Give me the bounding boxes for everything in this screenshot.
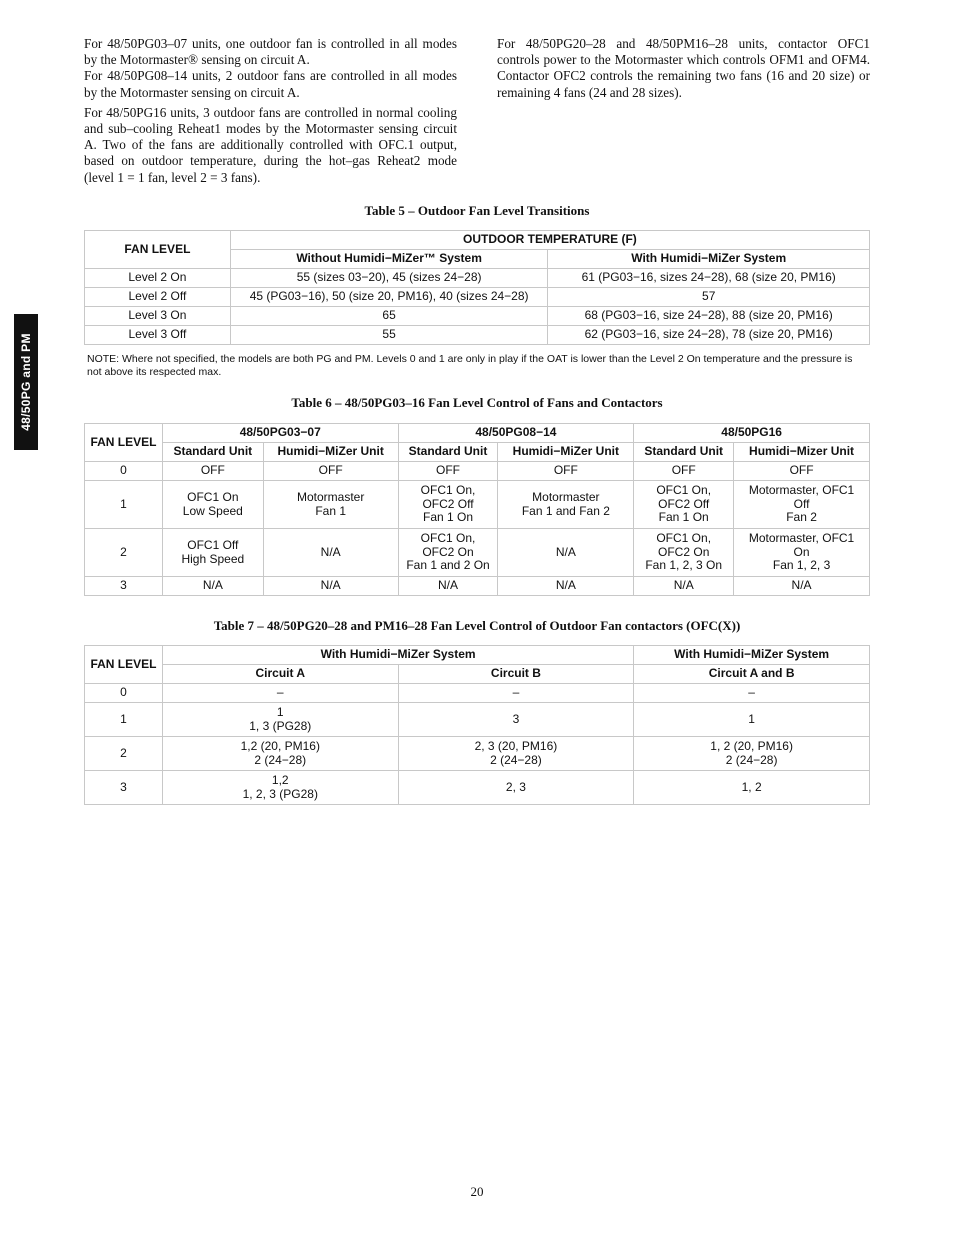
table7-group-humidimizer-1: With Humidi−MiZer System (162, 646, 633, 665)
table6-group-pg03-07: 48/50PG03−07 (162, 424, 398, 443)
table6-subheader: Standard Unit (398, 443, 498, 462)
table-row (85, 269, 870, 288)
table6-fan-level-control (84, 423, 870, 596)
table5-header-with: With Humidi−MiZer System (548, 250, 870, 269)
table-cell: OFC1 Off High Speed (162, 529, 263, 577)
table-cell: – (398, 684, 634, 703)
table-cell: 1 (634, 703, 870, 737)
table-cell: Motormaster, OFC1 Off Fan 2 (734, 481, 870, 529)
side-tab-label: 48/50PG and PM (19, 333, 34, 431)
table-row (85, 307, 870, 326)
table-cell: OFF (734, 462, 870, 481)
table-cell: OFF (162, 462, 263, 481)
table-row (85, 529, 870, 577)
table6-subheader: Standard Unit (162, 443, 263, 462)
table-cell: 57 (548, 288, 870, 307)
table-cell: 2 (85, 529, 163, 577)
table-cell: N/A (498, 529, 634, 577)
table-cell: 0 (85, 462, 163, 481)
table-row (85, 288, 870, 307)
table-cell: 62 (PG03−16, size 24−28), 78 (size 20, PM16) (548, 326, 870, 345)
table-cell: – (162, 684, 398, 703)
table-cell: N/A (734, 577, 870, 596)
table7-subheader-circuit-b: Circuit B (398, 665, 634, 684)
table5-header-outdoor-temp: OUTDOOR TEMPERATURE (F) (230, 231, 869, 250)
paragraph-pg16: For 48/50PG16 units, 3 outdoor fans are controlled in normal cooling and sub–cooling Reheat1 modes by the Motormaster sensing circuit A. Two of the fans are additionally controlled with OFC.1 output, based on outdoor temperature, during the hot–gas Reheat2 mode (level 1 = 1 fan, level 2 = 3 fans). (84, 104, 457, 185)
table5-header-without: Without Humidi−MiZer™ System (230, 250, 548, 269)
table-cell: 3 (85, 577, 163, 596)
section-side-tab (14, 314, 38, 450)
table6-subheader: Humidi−MiZer Unit (498, 443, 634, 462)
page-number: 20 (470, 1184, 484, 1199)
table-cell: OFC1 On, OFC2 On Fan 1, 2, 3 On (634, 529, 734, 577)
table-cell: 1,2 1, 2, 3 (PG28) (162, 771, 398, 805)
table-row (85, 462, 870, 481)
table-cell: 68 (PG03−16, size 24−28), 88 (size 20, PM16) (548, 307, 870, 326)
table-cell: OFF (498, 462, 634, 481)
table-cell: 1, 2 (20, PM16) 2 (24−28) (634, 737, 870, 771)
table-cell: N/A (162, 577, 263, 596)
table-cell: N/A (634, 577, 734, 596)
table-cell: 45 (PG03−16), 50 (size 20, PM16), 40 (sizes 24−28) (230, 288, 548, 307)
table-row (85, 703, 870, 737)
paragraph-pg20-28: For 48/50PG20–28 and 48/50PM16–28 units, contactor OFC1 controls power to the Motormaster which controls OFM1 and OFM4. Contactor OFC2 controls the remaining two fans (16 and 20 size) or remaining 4 fans (24 and 28 sizes). (497, 36, 870, 100)
table5-note: NOTE: Where not specified, the models are both PG and PM. Levels 0 and 1 are only in play if the OAT is lower than the Level 2 On temperature and the pressure is not above its respected max. (87, 353, 853, 378)
table5-caption: Table 5 – Outdoor Fan Level Transitions (364, 203, 590, 218)
table7-subheader-circuit-a: Circuit A (162, 665, 398, 684)
table-cell: OFC1 On Low Speed (162, 481, 263, 529)
table-cell: 1,2 (20, PM16) 2 (24−28) (162, 737, 398, 771)
table6-caption: Table 6 – 48/50PG03–16 Fan Level Control of Fans and Contactors (291, 395, 663, 410)
table-cell: Level 3 Off (85, 326, 231, 345)
table6-group-pg08-14: 48/50PG08−14 (398, 424, 634, 443)
table-row (85, 737, 870, 771)
paragraph-pg08-14: For 48/50PG08–14 units, 2 outdoor fans are controlled in all modes by the Motormaster sensing on circuit A. (84, 68, 457, 100)
table-cell: 1 (85, 481, 163, 529)
table7-group-humidimizer-2: With Humidi−MiZer System (634, 646, 870, 665)
table-cell: OFC1 On, OFC2 Off Fan 1 On (398, 481, 498, 529)
table-cell: N/A (263, 577, 398, 596)
table-cell: 3 (85, 771, 163, 805)
table-cell: OFC1 On, OFC2 On Fan 1 and 2 On (398, 529, 498, 577)
table-row (85, 684, 870, 703)
table-cell: 55 (sizes 03−20), 45 (sizes 24−28) (230, 269, 548, 288)
table5-header-fan-level: FAN LEVEL (85, 231, 231, 269)
table-cell: OFF (263, 462, 398, 481)
table6-header-fan-level: FAN LEVEL (85, 424, 163, 462)
table-cell: – (634, 684, 870, 703)
table6-subheader: Standard Unit (634, 443, 734, 462)
table-cell: 0 (85, 684, 163, 703)
paragraph-pg03-07: For 48/50PG03–07 units, one outdoor fan is controlled in all modes by the Motormaster® sensing on circuit A. (84, 36, 457, 68)
table-cell: N/A (498, 577, 634, 596)
table7-caption: Table 7 – 48/50PG20–28 and PM16–28 Fan Level Control of Outdoor Fan contactors (OFC(X)) (213, 618, 741, 633)
table6-group-pg16: 48/50PG16 (634, 424, 870, 443)
table-cell: 2, 3 (20, PM16) 2 (24−28) (398, 737, 634, 771)
table6-subheader: Humidi−Mizer Unit (734, 443, 870, 462)
table5-outdoor-fan-level-transitions (84, 230, 870, 345)
table-cell: 65 (230, 307, 548, 326)
table7-header-fan-level: FAN LEVEL (85, 646, 163, 684)
table-row (85, 771, 870, 805)
table-cell: 1 1, 3 (PG28) (162, 703, 398, 737)
left-text-column (84, 36, 457, 186)
table-row (85, 326, 870, 345)
table-cell: Motormaster, OFC1 On Fan 1, 2, 3 (734, 529, 870, 577)
table-cell: Motormaster Fan 1 and Fan 2 (498, 481, 634, 529)
table-cell: OFF (634, 462, 734, 481)
table-cell: 3 (398, 703, 634, 737)
table-cell: 1 (85, 703, 163, 737)
table-cell: N/A (263, 529, 398, 577)
table-cell: 2, 3 (398, 771, 634, 805)
table-cell: OFC1 On, OFC2 Off Fan 1 On (634, 481, 734, 529)
right-text-column (497, 36, 870, 101)
table-row (85, 577, 870, 596)
table-cell: 1, 2 (634, 771, 870, 805)
table-row (85, 481, 870, 529)
table-cell: 61 (PG03−16, sizes 24−28), 68 (size 20, PM16) (548, 269, 870, 288)
table-cell: N/A (398, 577, 498, 596)
table7-ofc-fan-level-control (84, 645, 870, 805)
table6-subheader: Humidi−MiZer Unit (263, 443, 398, 462)
table7-subheader-circuit-ab: Circuit A and B (634, 665, 870, 684)
table-cell: Level 2 On (85, 269, 231, 288)
table-cell: OFF (398, 462, 498, 481)
table-cell: Level 3 On (85, 307, 231, 326)
table-cell: 55 (230, 326, 548, 345)
table-cell: Motormaster Fan 1 (263, 481, 398, 529)
table-cell: 2 (85, 737, 163, 771)
table-cell: Level 2 Off (85, 288, 231, 307)
